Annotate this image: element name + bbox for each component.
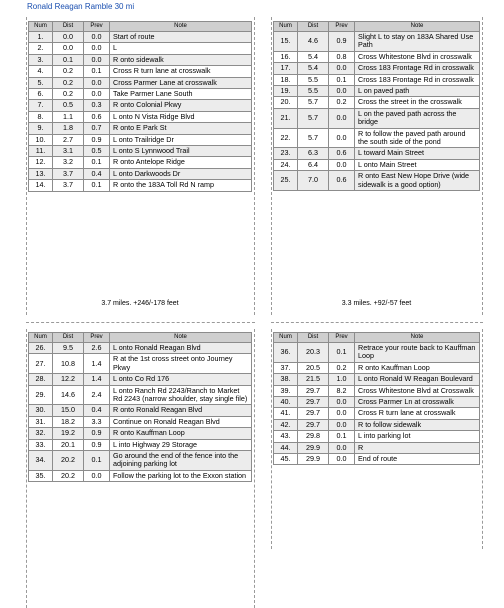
cue-num: 25. bbox=[274, 171, 298, 191]
cue-row bbox=[274, 408, 480, 419]
cue-prev: 0.8 bbox=[329, 51, 355, 62]
cue-num: 45. bbox=[274, 454, 298, 465]
cue-num: 40. bbox=[274, 397, 298, 408]
cue-dist: 29.9 bbox=[298, 454, 329, 465]
cue-row bbox=[274, 159, 480, 170]
cue-num: 8. bbox=[29, 111, 53, 122]
cue-dist: 5.5 bbox=[298, 86, 329, 97]
cue-prev: 0.1 bbox=[84, 180, 110, 191]
cue-prev: 0.2 bbox=[329, 97, 355, 108]
cue-row bbox=[274, 97, 480, 108]
cue-row bbox=[29, 111, 252, 122]
cue-num: 41. bbox=[274, 408, 298, 419]
col-header-num: Num bbox=[29, 333, 53, 343]
cue-row bbox=[29, 428, 252, 439]
cue-num: 24. bbox=[274, 159, 298, 170]
cue-prev: 0.0 bbox=[84, 470, 110, 481]
cue-prev: 1.4 bbox=[84, 354, 110, 374]
cue-num: 10. bbox=[29, 134, 53, 145]
col-header-dist: Dist bbox=[53, 22, 84, 32]
cue-row bbox=[274, 374, 480, 385]
cue-num: 38. bbox=[274, 374, 298, 385]
cue-dist: 2.7 bbox=[53, 134, 84, 145]
cue-row bbox=[274, 343, 480, 363]
cue-dist: 0.2 bbox=[53, 66, 84, 77]
cue-num: 18. bbox=[274, 74, 298, 85]
cue-note: Slight L to stay on 183A Shared Use Path bbox=[355, 32, 480, 52]
cue-note: Go around the end of the fence into the adjoining parking lot bbox=[110, 451, 252, 471]
col-header-dist: Dist bbox=[298, 22, 329, 32]
cue-prev: 0.1 bbox=[84, 66, 110, 77]
cue-prev: 1.0 bbox=[329, 374, 355, 385]
cue-dist: 3.2 bbox=[53, 157, 84, 168]
cue-dist: 29.8 bbox=[298, 431, 329, 442]
col-header-num: Num bbox=[29, 22, 53, 32]
cue-panel-3 bbox=[28, 332, 252, 482]
cue-panel-1 bbox=[28, 21, 252, 192]
cue-note: Cross Parmer Lane at crosswalk bbox=[110, 77, 252, 88]
cue-dist: 29.9 bbox=[298, 442, 329, 453]
cue-dist: 5.4 bbox=[298, 63, 329, 74]
cue-prev: 0.0 bbox=[329, 419, 355, 430]
cue-row bbox=[274, 108, 480, 128]
cue-note: R onto Ronald Reagan Blvd bbox=[110, 405, 252, 416]
cue-row bbox=[274, 171, 480, 191]
cue-dist: 0.0 bbox=[53, 43, 84, 54]
cue-note: L onto Main Street bbox=[355, 159, 480, 170]
cue-note: Cross 183 Frontage Rd in crosswalk bbox=[355, 74, 480, 85]
cue-row bbox=[274, 419, 480, 430]
cue-prev: 0.2 bbox=[329, 362, 355, 373]
cue-note: Follow the parking lot to the Exxon station bbox=[110, 470, 252, 481]
table-header bbox=[274, 333, 480, 343]
cue-row bbox=[29, 168, 252, 179]
table-header bbox=[29, 22, 252, 32]
cue-note: Cross R turn lane at crosswalk bbox=[110, 66, 252, 77]
cue-dist: 0.1 bbox=[53, 54, 84, 65]
route-title: Ronald Reagan Ramble 30 mi bbox=[27, 2, 135, 11]
cue-prev: 0.9 bbox=[84, 439, 110, 450]
cue-dist: 29.7 bbox=[298, 385, 329, 396]
cue-num: 19. bbox=[274, 86, 298, 97]
cue-num: 37. bbox=[274, 362, 298, 373]
cue-note: Continue on Ronald Reagan Blvd bbox=[110, 416, 252, 427]
cue-prev: 0.1 bbox=[84, 451, 110, 471]
cue-dist: 29.7 bbox=[298, 397, 329, 408]
cue-dist: 14.6 bbox=[53, 385, 84, 405]
cue-num: 26. bbox=[29, 343, 53, 354]
cue-prev: 0.0 bbox=[84, 54, 110, 65]
cue-note: R onto Antelope Ridge bbox=[110, 157, 252, 168]
cue-note: Cross the street in the crosswalk bbox=[355, 97, 480, 108]
cue-note: R onto sidewalk bbox=[110, 54, 252, 65]
cue-row bbox=[29, 343, 252, 354]
cue-num: 21. bbox=[274, 108, 298, 128]
cue-num: 20. bbox=[274, 97, 298, 108]
cue-prev: 0.1 bbox=[329, 343, 355, 363]
cue-prev: 0.1 bbox=[329, 431, 355, 442]
cue-dist: 0.5 bbox=[53, 100, 84, 111]
cue-dist: 7.0 bbox=[298, 171, 329, 191]
cue-dist: 20.2 bbox=[53, 451, 84, 471]
cue-row bbox=[29, 405, 252, 416]
cue-row bbox=[29, 146, 252, 157]
cue-row bbox=[29, 374, 252, 385]
cue-num: 34. bbox=[29, 451, 53, 471]
cue-num: 28. bbox=[29, 374, 53, 385]
cue-dist: 18.2 bbox=[53, 416, 84, 427]
cue-num: 13. bbox=[29, 168, 53, 179]
cue-num: 6. bbox=[29, 89, 53, 100]
cue-num: 30. bbox=[29, 405, 53, 416]
cue-prev: 0.4 bbox=[84, 405, 110, 416]
cue-prev: 1.4 bbox=[84, 374, 110, 385]
cue-row bbox=[29, 439, 252, 450]
cue-row bbox=[29, 43, 252, 54]
cue-dist: 20.5 bbox=[298, 362, 329, 373]
cue-row bbox=[274, 431, 480, 442]
panel-summary-2: 3.3 miles. +92/-57 feet bbox=[341, 300, 412, 307]
cue-dist: 10.8 bbox=[53, 354, 84, 374]
cue-num: 29. bbox=[29, 385, 53, 405]
cue-prev: 3.3 bbox=[84, 416, 110, 427]
cue-dist: 15.0 bbox=[53, 405, 84, 416]
cue-note: R to follow sidewalk bbox=[355, 419, 480, 430]
panel-summary-1: 3.7 miles. +246/-178 feet bbox=[101, 300, 179, 307]
cue-table-3 bbox=[28, 332, 252, 482]
cue-note: L into Highway 29 Storage bbox=[110, 439, 252, 450]
cue-note: R onto the 183A Toll Rd N ramp bbox=[110, 180, 252, 191]
cue-prev: 0.0 bbox=[329, 397, 355, 408]
cue-prev: 0.0 bbox=[329, 442, 355, 453]
cue-dist: 29.7 bbox=[298, 419, 329, 430]
cue-num: 42. bbox=[274, 419, 298, 430]
cue-row bbox=[274, 148, 480, 159]
cue-num: 14. bbox=[29, 180, 53, 191]
cue-prev: 0.0 bbox=[329, 86, 355, 97]
cue-num: 4. bbox=[29, 66, 53, 77]
cue-prev: 0.0 bbox=[329, 454, 355, 465]
cue-prev: 2.4 bbox=[84, 385, 110, 405]
cue-num: 27. bbox=[29, 354, 53, 374]
cue-prev: 0.6 bbox=[329, 171, 355, 191]
cue-num: 43. bbox=[274, 431, 298, 442]
cue-num: 11. bbox=[29, 146, 53, 157]
cue-note: L onto Trailridge Dr bbox=[110, 134, 252, 145]
cue-dist: 12.2 bbox=[53, 374, 84, 385]
cue-table-4 bbox=[273, 332, 480, 465]
col-header-prev: Prev bbox=[84, 333, 110, 343]
cue-row bbox=[274, 86, 480, 97]
cue-note: Cross Whitestone Blvd at Crosswalk bbox=[355, 385, 480, 396]
cue-note: L onto S Lynnwood Trail bbox=[110, 146, 252, 157]
cue-note: L on paved path bbox=[355, 86, 480, 97]
cue-prev: 0.6 bbox=[84, 111, 110, 122]
cue-num: 39. bbox=[274, 385, 298, 396]
cue-row bbox=[274, 454, 480, 465]
cue-note: Retrace your route back to Kauffman Loop bbox=[355, 343, 480, 363]
cue-prev: 0.0 bbox=[329, 108, 355, 128]
cue-dist: 20.1 bbox=[53, 439, 84, 450]
cue-note: L onto Co Rd 176 bbox=[110, 374, 252, 385]
cue-note: L on the paved path across the bridge bbox=[355, 108, 480, 128]
cue-note: L onto Ronald Reagan Blvd bbox=[110, 343, 252, 354]
cue-prev: 0.0 bbox=[84, 32, 110, 43]
col-header-num: Num bbox=[274, 22, 298, 32]
cue-dist: 20.2 bbox=[53, 470, 84, 481]
cue-dist: 5.7 bbox=[298, 128, 329, 148]
cue-row bbox=[29, 123, 252, 134]
cue-prev: 0.0 bbox=[329, 128, 355, 148]
cue-prev: 0.4 bbox=[84, 168, 110, 179]
cue-num: 1. bbox=[29, 32, 53, 43]
cue-note: R to follow the paved path around the south side of the pond bbox=[355, 128, 480, 148]
cue-num: 5. bbox=[29, 77, 53, 88]
cue-dist: 5.7 bbox=[298, 97, 329, 108]
cue-dist: 19.2 bbox=[53, 428, 84, 439]
col-header-note: Note bbox=[355, 333, 480, 343]
col-header-dist: Dist bbox=[53, 333, 84, 343]
cue-prev: 0.1 bbox=[329, 74, 355, 85]
cue-prev: 0.7 bbox=[84, 123, 110, 134]
cue-note: R onto Colonial Pkwy bbox=[110, 100, 252, 111]
cue-num: 9. bbox=[29, 123, 53, 134]
cue-dist: 0.0 bbox=[53, 32, 84, 43]
cue-prev: 0.9 bbox=[84, 134, 110, 145]
cue-row bbox=[274, 74, 480, 85]
cue-row bbox=[274, 32, 480, 52]
cue-num: 22. bbox=[274, 128, 298, 148]
cue-prev: 0.3 bbox=[84, 100, 110, 111]
cue-row bbox=[29, 134, 252, 145]
col-header-prev: Prev bbox=[329, 333, 355, 343]
cue-panel-4 bbox=[273, 332, 480, 465]
cue-prev: 0.9 bbox=[84, 428, 110, 439]
cue-dist: 6.4 bbox=[298, 159, 329, 170]
cue-note: L onto Ronald W Reagan Boulevard bbox=[355, 374, 480, 385]
cue-row bbox=[29, 157, 252, 168]
cue-row bbox=[29, 354, 252, 374]
cue-num: 7. bbox=[29, 100, 53, 111]
cue-note: R at the 1st cross street onto Journey Pkwy bbox=[110, 354, 252, 374]
cue-note: Start of route bbox=[110, 32, 252, 43]
cue-num: 32. bbox=[29, 428, 53, 439]
cue-num: 35. bbox=[29, 470, 53, 481]
cue-prev: 2.6 bbox=[84, 343, 110, 354]
cue-row bbox=[274, 385, 480, 396]
col-header-dist: Dist bbox=[298, 333, 329, 343]
cue-row bbox=[29, 451, 252, 471]
cue-prev: 8.2 bbox=[329, 385, 355, 396]
col-header-prev: Prev bbox=[329, 22, 355, 32]
cue-prev: 0.9 bbox=[329, 32, 355, 52]
cue-dist: 29.7 bbox=[298, 408, 329, 419]
cue-num: 2. bbox=[29, 43, 53, 54]
cue-dist: 3.7 bbox=[53, 168, 84, 179]
cue-note: L bbox=[110, 43, 252, 54]
cue-row bbox=[274, 442, 480, 453]
col-header-prev: Prev bbox=[84, 22, 110, 32]
cue-row bbox=[29, 100, 252, 111]
cue-note: R onto Kauffman Loop bbox=[110, 428, 252, 439]
cue-row bbox=[29, 470, 252, 481]
cue-row bbox=[29, 77, 252, 88]
cue-dist: 3.1 bbox=[53, 146, 84, 157]
cue-dist: 1.8 bbox=[53, 123, 84, 134]
cue-dist: 0.2 bbox=[53, 89, 84, 100]
cue-row bbox=[29, 54, 252, 65]
cue-table-1 bbox=[28, 21, 252, 192]
cue-note: L into parking lot bbox=[355, 431, 480, 442]
cue-dist: 5.7 bbox=[298, 108, 329, 128]
cue-note: Cross Whitestone Blvd in crosswalk bbox=[355, 51, 480, 62]
cue-prev: 0.0 bbox=[329, 408, 355, 419]
cue-row bbox=[29, 66, 252, 77]
cue-row bbox=[29, 385, 252, 405]
cue-panel-2 bbox=[273, 21, 480, 191]
cue-dist: 6.3 bbox=[298, 148, 329, 159]
cue-dist: 3.7 bbox=[53, 180, 84, 191]
cue-prev: 0.1 bbox=[84, 157, 110, 168]
cue-num: 15. bbox=[274, 32, 298, 52]
cue-num: 44. bbox=[274, 442, 298, 453]
col-header-note: Note bbox=[110, 333, 252, 343]
cue-note: Cross Parmer Ln at crosswalk bbox=[355, 397, 480, 408]
cue-row bbox=[29, 180, 252, 191]
cue-dist: 21.5 bbox=[298, 374, 329, 385]
cue-note: L toward Main Street bbox=[355, 148, 480, 159]
col-header-note: Note bbox=[110, 22, 252, 32]
cue-dist: 20.3 bbox=[298, 343, 329, 363]
cue-dist: 4.6 bbox=[298, 32, 329, 52]
cue-dist: 0.2 bbox=[53, 77, 84, 88]
cue-num: 12. bbox=[29, 157, 53, 168]
cue-note: R onto East New Hope Drive (wide sidewalk is a good option) bbox=[355, 171, 480, 191]
cue-row bbox=[274, 362, 480, 373]
cue-note: Cross 183 Frontage Rd in crosswalk bbox=[355, 63, 480, 74]
cue-dist: 5.4 bbox=[298, 51, 329, 62]
col-header-note: Note bbox=[355, 22, 480, 32]
cue-row bbox=[29, 416, 252, 427]
cue-note: Cross R turn lane at crosswalk bbox=[355, 408, 480, 419]
section-divider-right bbox=[271, 322, 483, 323]
cue-row bbox=[274, 51, 480, 62]
cue-row bbox=[29, 32, 252, 43]
cue-prev: 0.6 bbox=[329, 148, 355, 159]
cue-prev: 0.0 bbox=[329, 159, 355, 170]
cue-prev: 0.0 bbox=[84, 89, 110, 100]
cue-row bbox=[274, 397, 480, 408]
cue-prev: 0.0 bbox=[84, 77, 110, 88]
cue-note: L onto Ranch Rd 2243/Ranch to Market Rd 2243 (narrow shoulder, stay single file) bbox=[110, 385, 252, 405]
cue-dist: 5.5 bbox=[298, 74, 329, 85]
cue-note: R onto E Park St bbox=[110, 123, 252, 134]
cue-num: 36. bbox=[274, 343, 298, 363]
cue-num: 33. bbox=[29, 439, 53, 450]
cue-note: R onto Kauffman Loop bbox=[355, 362, 480, 373]
cue-num: 3. bbox=[29, 54, 53, 65]
cue-table-2 bbox=[273, 21, 480, 191]
cue-num: 23. bbox=[274, 148, 298, 159]
cue-dist: 9.5 bbox=[53, 343, 84, 354]
cue-prev: 0.0 bbox=[329, 63, 355, 74]
section-divider-left bbox=[26, 322, 255, 323]
cue-num: 16. bbox=[274, 51, 298, 62]
cue-note: Take Parmer Lane South bbox=[110, 89, 252, 100]
cue-row bbox=[274, 128, 480, 148]
cue-num: 17. bbox=[274, 63, 298, 74]
cue-note: L onto Darkwoods Dr bbox=[110, 168, 252, 179]
cue-prev: 0.0 bbox=[84, 43, 110, 54]
cue-note: End of route bbox=[355, 454, 480, 465]
cue-row bbox=[274, 63, 480, 74]
cue-note: L onto N Vista Ridge Blvd bbox=[110, 111, 252, 122]
cue-num: 31. bbox=[29, 416, 53, 427]
table-header bbox=[274, 22, 480, 32]
col-header-num: Num bbox=[274, 333, 298, 343]
table-header bbox=[29, 333, 252, 343]
cue-prev: 0.5 bbox=[84, 146, 110, 157]
cue-note: R bbox=[355, 442, 480, 453]
cue-row bbox=[29, 89, 252, 100]
cue-dist: 1.1 bbox=[53, 111, 84, 122]
